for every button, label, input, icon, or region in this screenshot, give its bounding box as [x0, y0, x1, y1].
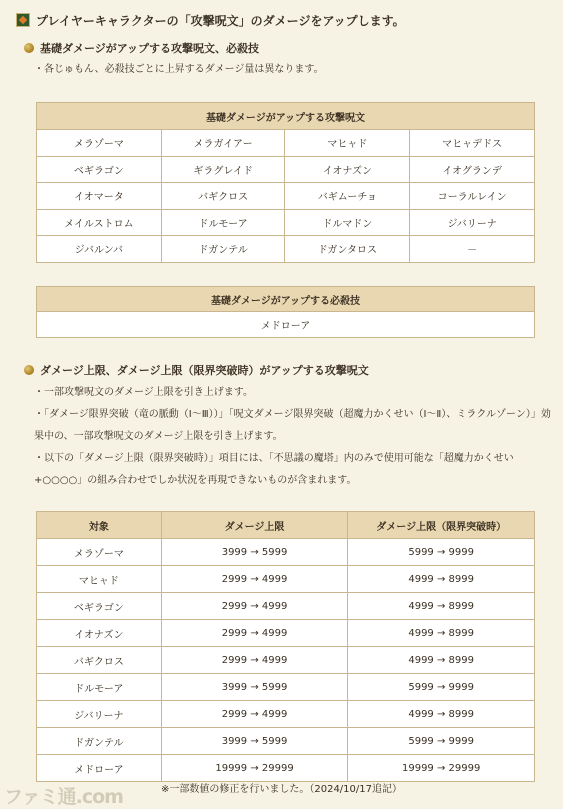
table-cell: マヒャド — [285, 130, 410, 157]
table-cell: バギクロス — [37, 647, 162, 674]
table-cell: 3999 → 5999 — [161, 728, 348, 755]
table-cell: ドガンテル — [37, 728, 162, 755]
section1-heading-row — [24, 39, 259, 57]
table-cell: ドガンテル — [161, 236, 285, 263]
table-cell: ドルモーア — [37, 674, 162, 701]
table-cell: 4999 → 8999 — [348, 620, 535, 647]
table-row — [37, 130, 535, 157]
table-cell: バギクロス — [161, 183, 285, 210]
section2-heading: ダメージ上限、ダメージ上限（限界突破時）がアップする攻撃呪文 — [40, 364, 369, 377]
table-cell: メラゾーマ — [37, 130, 162, 157]
table-cell: 4999 → 8999 — [348, 593, 535, 620]
watermark-logo: ファミ通.com — [4, 786, 123, 808]
table-cell: ギラグレイド — [161, 156, 285, 183]
section2-note-line: ・一部攻撃呪文のダメージ上限を引き上げます。 — [34, 387, 253, 398]
table-cell: メラゾーマ — [37, 539, 162, 566]
table-cell: メドローア — [37, 755, 162, 782]
section2-heading-row — [24, 361, 369, 379]
limit-col-header: ダメージ上限（限界突破時） — [348, 512, 535, 539]
table-cell: マヒャド — [37, 566, 162, 593]
damage-limit-table — [36, 511, 535, 782]
table-cell: 2999 → 4999 — [161, 593, 348, 620]
table-cell: 19999 → 29999 — [348, 755, 535, 782]
table-cell: 2999 → 4999 — [161, 566, 348, 593]
section2-note-line: ・以下の「ダメージ上限（限界突破時）」項目には、「不思議の魔塔」内のみで使用可能な「超魔力かくせい — [34, 453, 514, 464]
table-cell: イオナズン — [285, 156, 410, 183]
table-cell: メドローア — [37, 312, 535, 338]
page-title-row — [16, 10, 405, 30]
spells-table — [36, 102, 535, 263]
table-cell: 4999 → 8999 — [348, 566, 535, 593]
spells-table-header: 基礎ダメージがアップする攻撃呪文 — [37, 103, 535, 130]
section2-note-line: +○○○○」の組み合わせでしか状況を再現できないものが含まれます。 — [34, 475, 357, 486]
table-row — [37, 209, 535, 236]
table-row — [37, 701, 535, 728]
footnote: ※一部数値の修正を行いました。（2024/10/17追記） — [160, 784, 402, 795]
table-cell: 2999 → 4999 — [161, 620, 348, 647]
table-cell: ジバリーナ — [410, 209, 535, 236]
table-cell: ドガンタロス — [285, 236, 410, 263]
table-row — [37, 674, 535, 701]
table-row — [37, 156, 535, 183]
table-cell: イオマータ — [37, 183, 162, 210]
section2-notes — [34, 382, 551, 492]
limit-col-header: ダメージ上限 — [161, 512, 348, 539]
skills-table-header: 基礎ダメージがアップする必殺技 — [37, 287, 535, 312]
table-cell: イオグランデ — [410, 156, 535, 183]
table-cell: － — [410, 236, 535, 263]
table-row — [37, 728, 535, 755]
table-cell: 2999 → 4999 — [161, 647, 348, 674]
table-cell: 19999 → 29999 — [161, 755, 348, 782]
table-cell: メラガイアー — [161, 130, 285, 157]
table-cell: 4999 → 8999 — [348, 647, 535, 674]
table-cell: ドルモーア — [161, 209, 285, 236]
table-cell: ドルマドン — [285, 209, 410, 236]
gold-bullet-icon — [24, 43, 34, 53]
table-cell: ジバルンバ — [37, 236, 162, 263]
limit-col-header: 対象 — [37, 512, 162, 539]
table-cell: 5999 → 9999 — [348, 539, 535, 566]
table-row — [37, 539, 535, 566]
table-row — [37, 620, 535, 647]
gold-bullet-icon — [24, 365, 34, 375]
table-cell: コーラルレイン — [410, 183, 535, 210]
title-emblem-icon — [16, 13, 30, 27]
table-cell: イオナズン — [37, 620, 162, 647]
table-cell: ジバリーナ — [37, 701, 162, 728]
table-cell: 3999 → 5999 — [161, 674, 348, 701]
table-cell: メイルストロム — [37, 209, 162, 236]
table-row — [37, 647, 535, 674]
table-cell: バギムーチョ — [285, 183, 410, 210]
table-cell: 5999 → 9999 — [348, 674, 535, 701]
section1-heading: 基礎ダメージがアップする攻撃呪文、必殺技 — [40, 42, 260, 55]
table-row — [37, 236, 535, 263]
section2-note-line: ・「ダメージ限界突破（竜の脈動（Ⅰ～Ⅲ））」「呪文ダメージ限界突破（超魔力かくせい（Ⅰ～Ⅱ）、ミラクルゾーン）」効 — [34, 409, 551, 420]
skills-table — [36, 286, 535, 338]
section2-note-line: 果中の、一部攻撃呪文のダメージ上限を引き上げます。 — [34, 431, 283, 442]
table-cell: 2999 → 4999 — [161, 701, 348, 728]
section1-note: ・各じゅもん、必殺技ごとに上昇するダメージ量は異なります。 — [34, 64, 324, 75]
table-cell: ベギラゴン — [37, 593, 162, 620]
table-row — [37, 312, 535, 338]
table-row — [37, 755, 535, 782]
table-row — [37, 593, 535, 620]
table-cell: マヒャデドス — [410, 130, 535, 157]
table-row — [37, 183, 535, 210]
table-cell: 4999 → 8999 — [348, 701, 535, 728]
table-row — [37, 566, 535, 593]
table-cell: 5999 → 9999 — [348, 728, 535, 755]
page-title: プレイヤーキャラクターの「攻撃呪文」のダメージをアップします。 — [36, 13, 405, 28]
table-cell: 3999 → 5999 — [161, 539, 348, 566]
table-cell: ベギラゴン — [37, 156, 162, 183]
